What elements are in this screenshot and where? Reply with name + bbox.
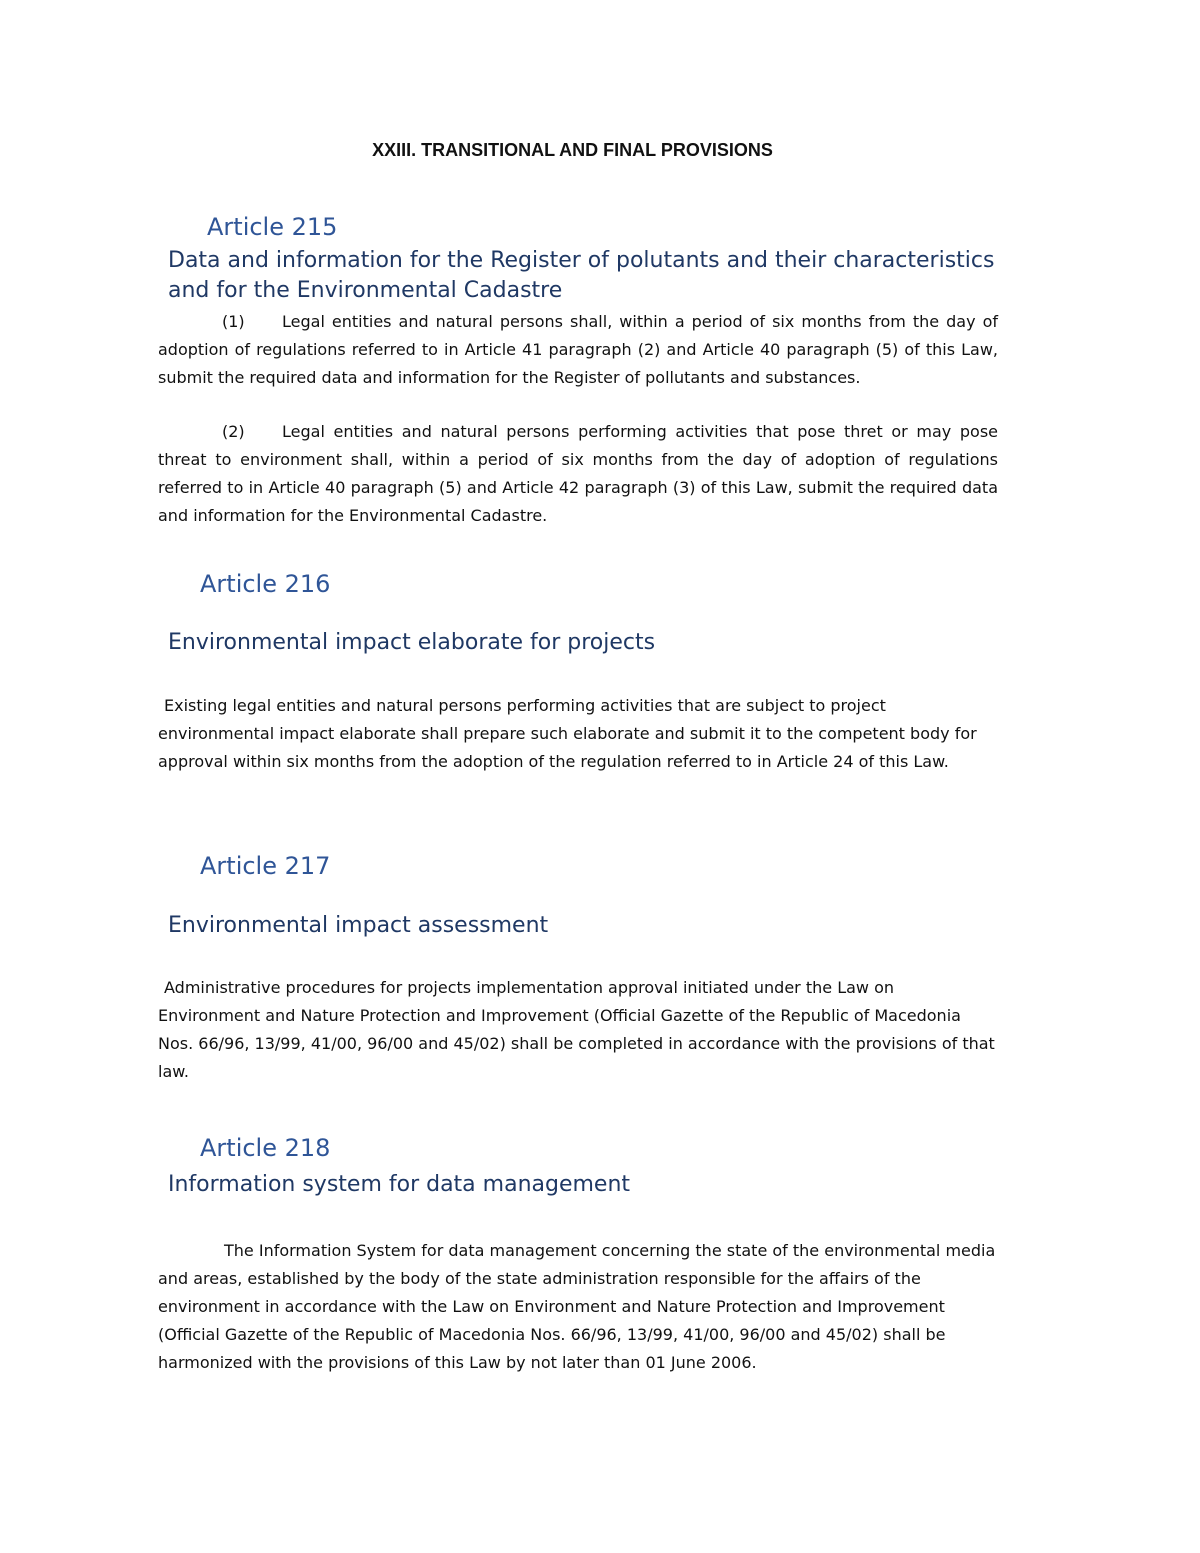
paragraph-marker: (1) [222,312,245,331]
article-216-text: Existing legal entities and natural persons performing activities that are subject to project environmental impact elaborate shall prepare such elaborate and submit it to the competent body for approval within six months from the adoption of the regulation referred to in Article 24 of this Law. [158,696,977,771]
paragraph-text: Legal entities and natural persons performing activities that pose thret or may pose threat to environment shall, within a period of six months from the day of adoption of regulations referred to in Article 40 paragraph (5) and Article 42 paragraph (3) of this Law, submit the required data and information for the Environmental Cadastre. [158,422,998,525]
article-216-number: Article 216 [200,570,331,598]
article-218-text: The Information System for data management concerning the state of the environmental media and areas, established by the body of the state administration responsible for the affairs of the environment in accordance with the Law on Environment and Nature Protection and Improvement (Official Gazette of the Republic of Macedonia Nos. 66/96, 13/99, 41/00, 96/00 and 45/02) shall be harmonized with the provisions of this Law by not later than 01 June 2006. [158,1241,996,1372]
paragraph-text: Legal entities and natural persons shall, within a period of six months from the day of adoption of regulations referred to in Article 41 paragraph (2) and Article 40 paragraph (5) of this Law, submit the required data and information for the Register of pollutants and substances. [158,312,998,387]
article-217-title: Environmental impact assessment [168,913,549,938]
article-215-title: Data and information for the Register of polutants and their characteristics and for the Environmental Cadastre [168,248,995,303]
article-215-paragraph-2 [158,418,998,530]
paragraph-marker: (2) [222,422,245,441]
chapter-title: XXIII. TRANSITIONAL AND FINAL PROVISIONS [372,140,773,160]
article-215-paragraph-1 [158,308,998,392]
article-218-number: Article 218 [200,1134,331,1162]
article-218-title: Information system for data management [168,1172,631,1197]
article-217-text: Administrative procedures for projects implementation approval initiated under the Law on Environment and Nature Protection and Improvement (Official Gazette of the Republic of Macedonia Nos. 66/96, 13/99, 41/00, 96/00 and 45/02) shall be completed in accordance with the provisions of that law. [158,978,995,1081]
article-215-number: Article 215 [207,213,338,241]
article-217-number: Article 217 [200,852,331,880]
article-216-title: Environmental impact elaborate for projects [168,630,656,655]
